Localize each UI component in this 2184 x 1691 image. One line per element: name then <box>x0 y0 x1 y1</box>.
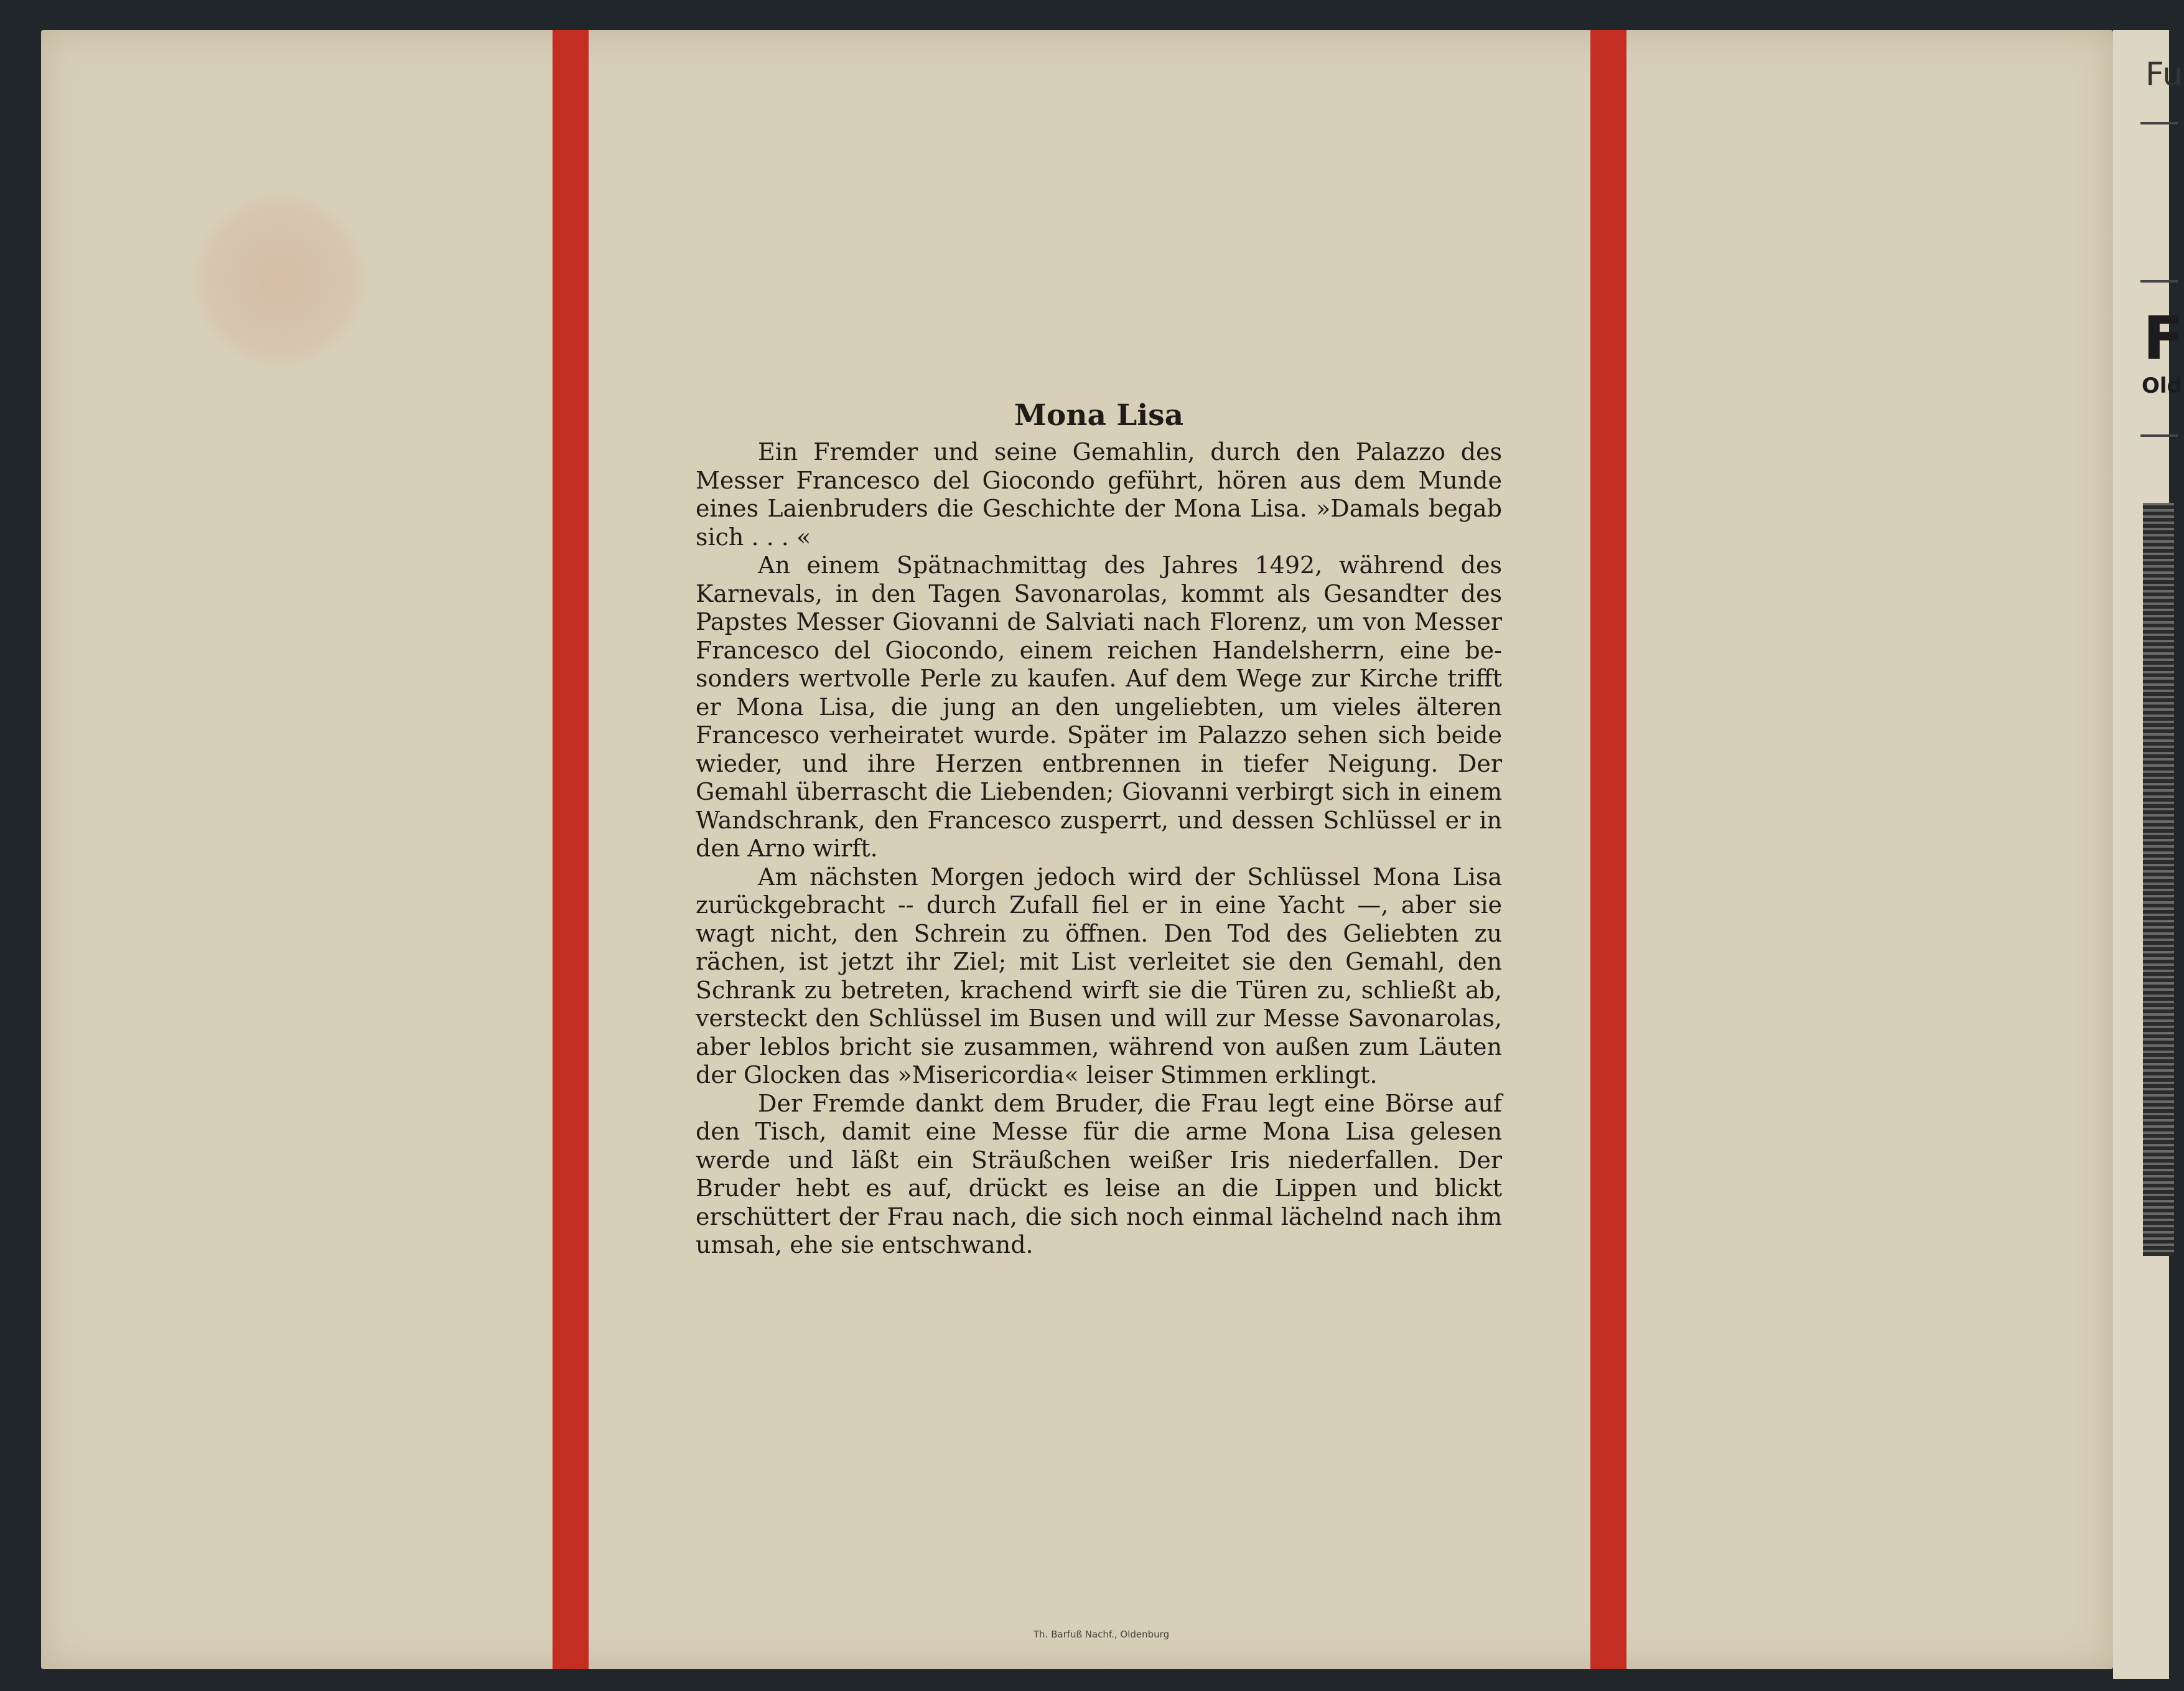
adjacent-page-heading-fragment: F <box>2143 304 2184 373</box>
adjacent-page-edge <box>2113 30 2184 1679</box>
red-stripe-left <box>553 30 589 1669</box>
article-paragraph-2: An einem Spätnachmittag des Jahres 1492, während des Karnevals, in den Tagen Savonarolas, kommt als Gesandter des Papstes Messer Giovanni de Salviati nach Florenz, um von Messer Francesco del Giocondo, einem reichen Handelsherrn, eine besonders wertvolle Perle zu kaufen. Auf dem Wege zur Kirche trifft er Mona Lisa, die jung an den ungeliebten, um vieles älteren Francesco verheiratet wurde. Später im Palazzo sehen sich beide wieder, und ihre Herzen entbrennen in tiefer Neigung. Der Gemahl überrascht die Liebenden; Giovanni verbirgt sich in einem Wandschrank, den Francesco zusperrt, und dessen Schlüssel er in den Arno wirft. <box>696 551 1502 863</box>
adjacent-page-rule <box>2140 434 2178 437</box>
adjacent-page-subheading-fragment: Old <box>2142 373 2182 398</box>
adjacent-page-rule <box>2140 122 2178 124</box>
adjacent-page-top-fragment: Fu <box>2145 56 2183 93</box>
article-paragraph-3: Am nächsten Morgen jedoch wird der Schlüssel Mona Lisa zurückgebracht -- durch Zufall fiel er in eine Yacht —, aber sie wagt nicht, den Schrein zu öffnen. Den Tod des Geliebten zu rächen, ist jetzt ihr Ziel; mit List verleitet sie den Gemahl, den Schrank zu betreten, krachend wirft sie die Türen zu, schließt ab, versteckt den Schlüssel im Busen und will zur Messe Savonarolas, aber leblos bricht sie zusammen, während von außen zum Läuten der Glocken das »Misericordia« leiser Stimmen erklingt. <box>696 863 1502 1089</box>
article-title: Mona Lisa <box>1014 398 1184 433</box>
adjacent-page-text-block <box>2143 503 2174 1256</box>
article-paragraph-1: Ein Fremder und seine Gemahlin, durch den Palazzo des Messer Francesco del Giocondo geführt, hören aus dem Munde eines Laienbruders die Geschichte der Mona Lisa. »Damals begab sich . . . « <box>696 438 1502 551</box>
adjacent-page-rule <box>2140 280 2178 283</box>
red-stripe-right <box>1590 30 1626 1669</box>
article <box>696 398 1502 1260</box>
article-paragraph-4: Der Fremde dankt dem Bruder, die Frau legt eine Börse auf den Tisch, damit eine Messe für die arme Mona Lisa gelesen werde und läßt ein Sträußchen weißer Iris niederfallen. Der Bruder hebt es auf, drückt es leise an die Lippen und blickt erschüttert der Frau nach, die sich noch einmal lächelnd nach ihm umsah, ehe sie entschwand. <box>696 1089 1502 1259</box>
faded-stamp <box>193 193 367 367</box>
printer-imprint: Th. Barfuß Nachf., Oldenburg <box>1033 1629 1170 1640</box>
